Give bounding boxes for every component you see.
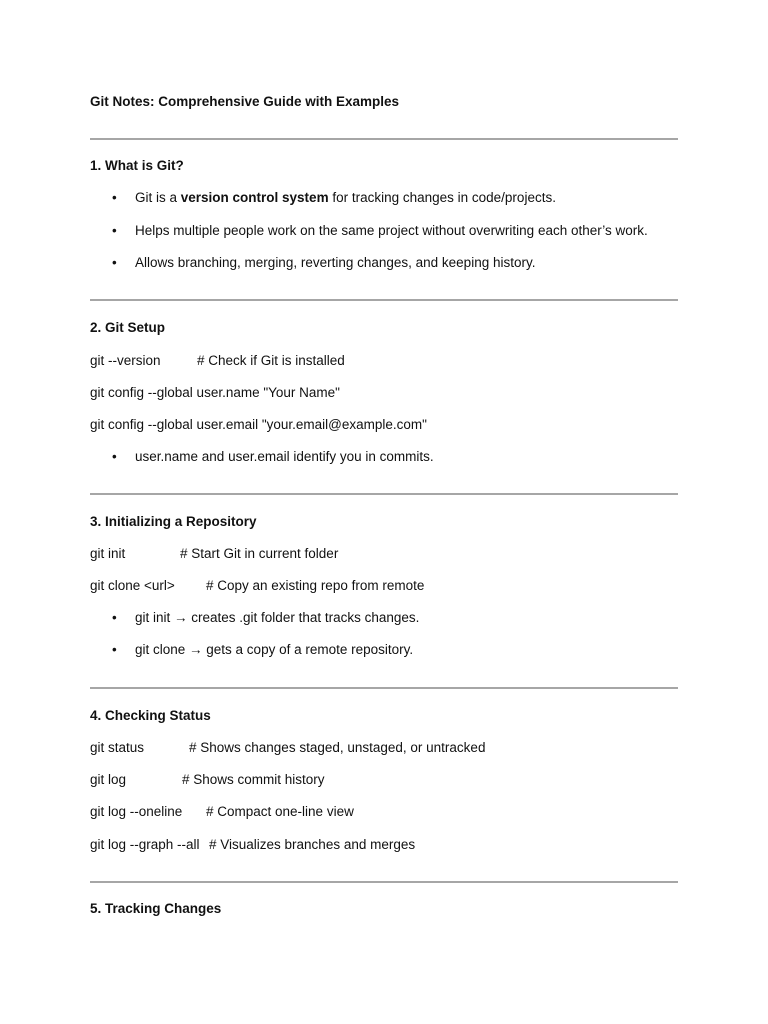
bullet-text: git init → creates .git folder that tracks changes.: [135, 610, 420, 625]
section-heading-what-is-git: 1. What is Git?: [90, 158, 184, 173]
bullet-text-suffix: for tracking changes in code/projects.: [328, 190, 556, 205]
code-command: git status: [90, 740, 145, 755]
code-command: git config --global user.email "your.email@example.com": [90, 417, 427, 432]
bullet-icon: •: [112, 642, 117, 657]
code-line: [90, 740, 485, 755]
bullet-text: user.name and user.email identify you in commits.: [135, 449, 434, 464]
bullet-text: Helps multiple people work on the same project without overwriting each other’s work.: [135, 223, 648, 238]
section-heading-checking-status: 4. Checking Status: [90, 708, 211, 723]
section-heading-tracking-changes: 5. Tracking Changes: [90, 901, 222, 916]
code-command: git log: [90, 772, 127, 787]
section-divider: [90, 299, 678, 301]
code-comment: # Visualizes branches and merges: [209, 837, 416, 852]
code-line: [90, 353, 345, 368]
code-line: [90, 578, 424, 593]
bullet-icon: •: [112, 190, 117, 205]
section-heading-git-setup: 2. Git Setup: [90, 320, 166, 335]
bullet-text: git clone → gets a copy of a remote repository.: [135, 642, 414, 657]
bullet-text-bold: version control system: [180, 190, 329, 205]
code-command: git log --graph --all: [90, 837, 200, 852]
section-divider: [90, 881, 678, 883]
bullet-text-prefix: Git is a: [135, 190, 181, 205]
code-command: git init: [90, 546, 126, 561]
code-command: git log --oneline: [90, 804, 183, 819]
code-line: [90, 804, 354, 819]
code-line: [90, 772, 325, 787]
code-comment: # Start Git in current folder: [180, 546, 339, 561]
code-line: [90, 546, 338, 561]
bullet-icon: •: [112, 610, 117, 625]
code-comment: # Shows commit history: [182, 772, 325, 787]
code-comment: # Shows changes staged, unstaged, or untracked: [189, 740, 486, 755]
section-heading-initializing-repo: 3. Initializing a Repository: [90, 514, 257, 529]
document-title: Git Notes: Comprehensive Guide with Examples: [90, 94, 400, 109]
bullet-text: Allows branching, merging, reverting changes, and keeping history.: [135, 255, 536, 270]
code-line: [90, 417, 427, 432]
section-divider: [90, 493, 678, 495]
code-line: [90, 837, 415, 852]
code-comment: # Copy an existing repo from remote: [206, 578, 425, 593]
section-divider: [90, 687, 678, 689]
section-divider: [90, 138, 678, 140]
code-comment: # Check if Git is installed: [197, 353, 345, 368]
code-comment: # Compact one-line view: [206, 804, 354, 819]
code-line: [90, 385, 340, 400]
bullet-icon: •: [112, 449, 117, 464]
code-command: git config --global user.name "Your Name": [90, 385, 340, 400]
bullet-icon: •: [112, 223, 117, 238]
code-command: git clone <url>: [90, 578, 175, 593]
bullet-icon: •: [112, 255, 117, 270]
code-command: git --version: [90, 353, 161, 368]
